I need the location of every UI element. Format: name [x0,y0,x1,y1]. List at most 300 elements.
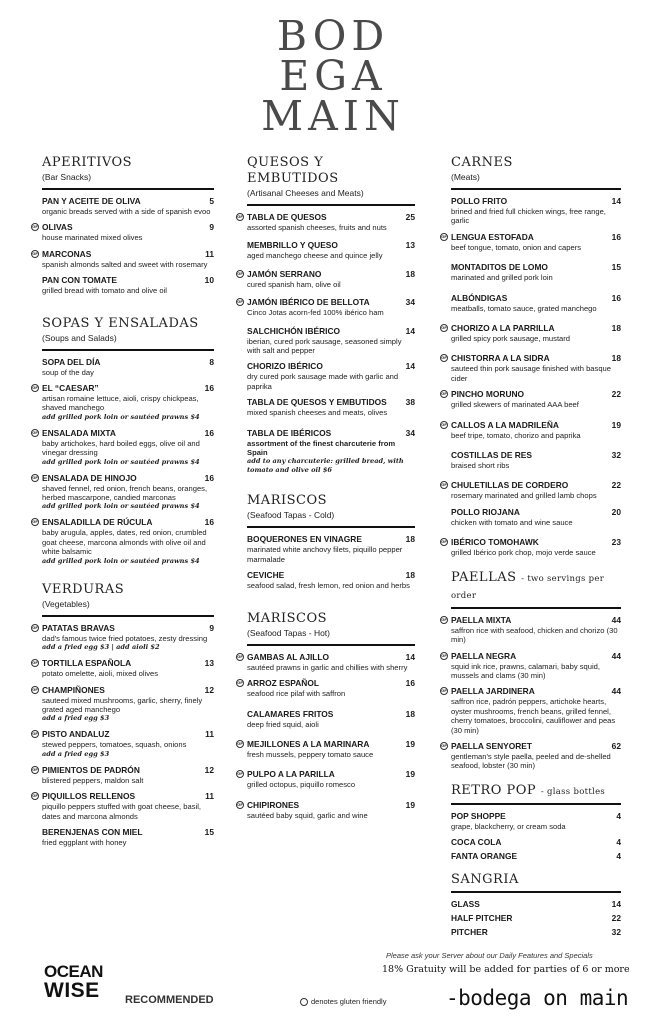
item-price: 4 [616,837,621,848]
item-name: PIMIENTOS DE PADRÓN [42,764,140,775]
menu-item [451,927,621,938]
item-price: 18 [405,570,415,581]
item-description: house marinated mixed olives [42,233,143,243]
item-name: EL “CAESAR” [42,383,99,394]
item-name: BERENJENAS CON MIEL [42,826,143,837]
item-description: spanish almonds salted and sweet with rosemary [42,259,208,269]
menu-item [451,851,621,862]
item-name: PAELLA JARDINERA [451,686,535,697]
ocean-wise-logo [44,963,103,1001]
section-title: QUESOS Y EMBUTIDOS [247,155,339,186]
section-title: SOPAS Y ENSALADAS [42,315,199,331]
gluten-friendly-icon: GF [32,624,38,630]
gluten-friendly-icon: GF [441,233,447,239]
gluten-friendly-icon [300,998,308,1006]
item-name: COSTILLAS DE RES [451,450,532,461]
item-description: saffron rice with seafood, chicken and chorizo (30 min) [451,625,618,645]
gluten-friendly-icon: GF [237,653,243,659]
menu-item [451,837,621,848]
item-name: TABLA DE QUESOS Y EMBUTIDOS [247,397,387,408]
gluten-friendly-icon: GF [32,474,38,480]
item-description: dry cured pork sausage made with garlic and paprika [247,372,399,391]
item-description: grilled bread with tomato and olive oil [42,286,167,296]
item-description: seafood rice pilaf with saffron [247,689,346,699]
menu-item [247,570,415,590]
logo-line-3: MAIN [261,92,405,140]
item-price: 25 [405,212,415,222]
section-title: CARNES [451,155,513,170]
item-price: 16 [611,292,621,303]
item-description: marinated white anchovy filets, piquillo pepper marmalade [247,545,403,564]
item-name: MONTADITOS DE LOMO [451,262,548,273]
item-name: ENSALADILLA DE RÚCULA [42,517,153,528]
item-price: 18 [405,268,415,279]
gluten-friendly-icon: GF [237,299,243,305]
menu-item [42,827,214,847]
item-price: 16 [204,517,214,528]
menu-item [451,507,621,527]
menu-column-right [441,155,621,944]
section-title: SANGRIA [451,872,519,888]
menu-item [32,764,214,785]
item-price: 22 [611,480,621,491]
item-description: cured spanish ham, olive oil [247,279,341,289]
section-subtitle: (Meats) [451,172,480,182]
item-price: 44 [611,650,621,661]
menu-item [237,651,415,672]
menu-item [247,709,415,729]
item-name: TORTILLA ESPAÑOLA [42,658,132,669]
menu-item [247,326,415,356]
gluten-friendly-icon: GF [441,325,447,331]
section-divider [247,204,415,206]
menu-item [451,811,621,831]
gluten-friendly-icon: GF [237,680,243,686]
item-addon: add to any charcuterie: grilled bread, with tomato and olive oil $6 [247,457,404,475]
item-description: beef tongue, tomato, onion and capers [451,242,582,252]
item-description: seafood salad, fresh lemon, red onion and herbs [247,581,410,591]
item-description: rosemary marinated and grilled lamb chops [451,491,597,501]
item-description: shaved fennel, red onion, french beans, oranges, herbed mascarpone, candied marconas [42,483,208,503]
logo-line-1: BOD [276,12,390,60]
item-description: organic breads served with a side of spanish evoo [42,207,211,216]
item-name: CHIPIRONES [247,799,300,810]
menu-item [441,389,621,410]
item-price: 38 [405,397,415,408]
item-name: FANTA ORANGE [451,851,518,862]
section-title-note: - glass bottles [540,786,606,797]
item-price: 11 [205,729,214,740]
gluten-friendly-icon: GF [32,519,38,525]
item-description: grilled skewers of marinated AAA beef [451,400,579,410]
item-price: 16 [611,231,621,242]
item-name: PAN CON TOMATE [42,275,117,286]
menu-column-left [32,155,214,853]
menu-item [237,212,415,232]
gluten-friendly-icon: GF [237,801,243,807]
ocean-wise-recommended: RECOMMENDED [125,994,214,1006]
section-title: APERITIVOS [42,155,133,170]
item-description: meatballs, tomato sauce, grated manchego [451,303,597,313]
section-mariscos-hot [237,610,415,820]
item-description: aged manchego cheese and quince jelly [247,251,383,261]
section-title: VERDURAS [42,581,125,597]
item-name: JAMÓN IBÉRICO DE BELLOTA [247,297,370,308]
menu-item [32,622,214,652]
section-divider [247,644,415,646]
item-price: 20 [611,506,621,517]
item-addon: add a fried egg $3 [42,714,110,723]
gluten-friendly-icon: GF [441,391,447,397]
gluten-friendly-icon: GF [441,539,447,545]
item-name: CHORIZO IBÉRICO [247,361,323,372]
item-price: 13 [405,240,415,251]
section-subtitle: (Seafood Tapas - Hot) [247,627,330,638]
gluten-friendly-icon: GF [237,771,243,777]
menu-item [237,268,415,289]
item-price: 14 [405,361,415,372]
gluten-friendly-legend-text: denotes gluten friendly [311,997,387,1006]
menu-item [441,614,621,645]
item-name: PITCHER [451,927,488,938]
gluten-friendly-icon: GF [441,421,447,427]
menu-item [451,913,621,924]
item-price: 12 [204,764,214,775]
menu-item [237,799,415,820]
menu-item [441,537,621,558]
menu-item [32,427,214,467]
gluten-friendly-icon: GF [32,224,38,230]
section-subtitle: (Seafood Tapas - Cold) [247,510,335,521]
item-price: 8 [209,356,214,367]
item-description: sautéed prawns in garlic and chillies with sherry [247,662,408,672]
item-description: baby arugula, apples, dates, red onion, crumbled goat cheese, marcona almonds with olive oil and white balsamic [42,528,207,557]
section-title: MARISCOS [247,493,328,509]
item-name: SOPA DEL DÍA [42,356,101,367]
gluten-friendly-icon: GF [32,793,38,799]
menu-item [441,686,621,735]
gluten-friendly-icon: GF [32,686,38,692]
item-name: MEJILLONES A LA MARINARA [247,738,370,749]
item-description: squid ink rice, prawns, calamari, baby squid, mussels and clams (30 min) [451,661,600,680]
item-name: ALBÓNDIGAS [451,292,508,303]
item-price: 4 [616,851,621,862]
section-title-text: PAELLAS [451,569,517,585]
menu-item [32,517,214,565]
item-price: 11 [205,248,214,259]
item-description: grape, blackcherry, or cream soda [451,821,566,831]
item-price: 18 [611,353,621,364]
item-price: 34 [405,427,415,438]
item-name: ENSALADA MIXTA [42,427,116,438]
ocean-wise-line-2: WISE [44,979,100,1002]
menu-item [451,899,621,910]
item-price: 10 [204,275,214,286]
item-name: PAELLA NEGRA [451,650,517,661]
item-price: 12 [204,684,214,695]
section-title [451,570,621,604]
item-name: CHAMPIÑONES [42,684,105,695]
item-name: GLASS [451,899,480,910]
menu-item [247,428,415,476]
item-price: 19 [405,738,415,749]
section-subtitle: (Artisanal Cheeses and Meats) [247,188,364,198]
item-description: chicken with tomato and wine sauce [451,517,573,527]
gluten-friendly-icon: GF [441,742,447,748]
menu-item [237,297,415,318]
menu-item [42,275,214,295]
section-quesos [237,155,415,475]
section-title-note: - two servings per order [451,573,605,601]
section-divider [42,349,214,351]
item-description: sauteed mixed mushrooms, garlic, sherry, finely grated aged manchego [42,695,203,714]
menu-item [247,361,415,391]
item-name: PAELLA SENYORET [451,740,532,751]
gluten-friendly-icon: GF [441,688,447,694]
item-description: Cinco Jotas acorn-fed 100% ibérico ham [247,308,384,318]
gluten-friendly-icon: GF [237,270,243,276]
item-price: 19 [405,799,415,810]
item-name: PAN Y ACEITE DE OLIVA [42,196,141,206]
section-divider [451,607,621,609]
item-price: 34 [405,297,415,308]
item-description: grilled Ibérico pork chop, mojo verde sauce [451,548,596,558]
item-description: grilled spicy pork sausage, mustard [451,334,571,344]
item-description: soup of the day [42,367,94,377]
item-name: PAELLA MIXTA [451,614,512,625]
menu-item [237,738,415,759]
item-description: saffron rice, padrón peppers, artichoke hearts, oyster mushrooms, french beans, grilled fennel, cherry tomatoes, broccolini, cauliflower and peas (30 min) [451,697,616,735]
item-name: BOQUERONES EN VINAGRE [247,534,362,545]
item-name: PISTO ANDALUZ [42,729,110,740]
item-description: beef tripe, tomato, chorizo and paprika [451,430,581,440]
gluten-friendly-icon: GF [32,766,38,772]
restaurant-logo [248,12,418,140]
item-description: artisan romaine lettuce, aioli, crispy chickpeas, shaved manchego [42,394,199,413]
item-description: iberian, cured pork sausage, seasoned simply with salt and pepper [247,336,402,356]
item-name: PATATAS BRAVAS [42,622,115,633]
logo-line-2: EGA [279,52,387,100]
section-carnes [441,155,621,558]
menu-item [441,323,621,344]
item-description: fresh mussels, peppery tomato sauce [247,749,374,759]
item-description: mixed spanish cheeses and meats, olives [247,408,388,418]
item-name: COCA COLA [451,837,502,848]
item-name: PINCHO MORUNO [451,389,525,400]
item-description: potato omelette, aioli, mixed olives [42,669,159,679]
menu-item [441,353,621,383]
menu-item [32,222,214,243]
item-name: ENSALADA DE HINOJO [42,472,137,483]
item-description: assortment of the finest charcuterie from Spain [247,438,396,458]
item-description: assorted spanish cheeses, fruits and nuts [247,223,387,232]
item-name: MEMBRILLO Y QUESO [247,240,338,251]
section-retro-pop [451,783,621,862]
menu-item [247,534,415,564]
item-addon: add a fried egg $3 [42,749,110,758]
item-price: 18 [611,323,621,334]
menu-item [32,729,214,758]
menu-item [451,196,621,226]
item-description: gentleman's style paella, peeled and de-shelled seafood, lobster (30 min) [451,751,611,771]
item-name: IBÉRICO TOMOHAWK [451,537,539,548]
gluten-friendly-icon: GF [32,731,38,737]
item-name: PULPO A LA PARILLA [247,769,335,780]
item-price: 19 [405,769,415,780]
gluten-friendly-icon: GF [237,214,243,219]
item-description: sauteed thin pork sausage finished with basque cider [451,364,611,383]
menu-item [42,357,214,377]
item-price: 9 [209,622,214,633]
menu-item [451,450,621,470]
gluten-friendly-icon: GF [441,355,447,361]
gluten-friendly-icon: GF [237,740,243,746]
section-aperitivos [32,155,214,296]
item-price: 13 [204,658,214,669]
menu-item [32,658,214,679]
section-subtitle: (Vegetables) [42,598,90,609]
section-divider [42,188,214,190]
item-price: 15 [204,826,214,837]
item-description: baby artichokes, hard boiled eggs, olive oil and vinegar dressing [42,438,200,458]
item-price: 32 [611,927,621,938]
item-name: CHORIZO A LA PARRILLA [451,323,555,334]
menu-item [451,262,621,282]
menu-item [237,769,415,790]
item-name: ARROZ ESPAÑOL [247,678,319,689]
item-addon: add grilled pork loin or sautéed prawns $4 [42,457,200,466]
bodega-signature: -bodega on main [446,986,629,1010]
item-name: HALF PITCHER [451,913,513,924]
section-divider [451,891,621,893]
item-name: TABLA DE IBÉRICOS [247,427,332,438]
item-name: GAMBAS AL AJILLO [247,651,330,662]
item-name: SALCHICHÓN IBÉRICO [247,325,341,336]
item-price: 14 [405,651,415,662]
item-description: dad's famous twice fried potatoes, zesty dressing [42,633,208,643]
item-description: grilled octopus, piquillo romesco [247,780,356,790]
menu-item [32,684,214,724]
menu-item [42,196,214,216]
menu-item [441,650,621,681]
item-description: piquillo peppers stuffed with goat cheese, basil, dates and marcona almonds [42,802,202,821]
item-price: 18 [405,708,415,719]
menu-item [32,248,214,269]
item-addon: add grilled pork loin or sautéed prawns $4 [42,556,200,565]
item-description: blistered peppers, maldon salt [42,775,144,785]
menu-item [247,240,415,260]
item-name: PIQUILLOS RELLENOS [42,791,136,802]
menu-item [441,231,621,252]
section-sangria [451,872,621,938]
item-name: LENGUA ESTOFADA [451,231,534,242]
menu-item [441,480,621,501]
gluten-friendly-icon: GF [441,652,447,658]
item-name: CHISTORRA A LA SIDRA [451,353,550,364]
item-price: 16 [204,383,214,394]
gratuity-note: 18% Gratuity will be added for parties of 6 or more [382,964,630,975]
menu-item [451,293,621,313]
item-description: brined and fried full chicken wings, free range, garlic [451,207,606,226]
item-price: 11 [205,791,214,802]
item-price: 14 [405,325,415,336]
item-name: POP SHOPPE [451,810,506,821]
menu-item [441,419,621,440]
item-price: 14 [611,196,621,206]
item-name: CEVICHE [247,570,285,581]
gluten-friendly-icon: GF [441,482,447,488]
gluten-friendly-icon: GF [32,429,38,435]
menu-item [32,472,214,512]
gluten-friendly-icon: GF [32,385,38,391]
item-price: 44 [611,686,621,697]
item-description: fried eggplant with honey [42,837,127,847]
section-divider [247,526,415,528]
item-name: POLLO FRITO [451,196,508,206]
item-price: 4 [616,810,621,821]
section-title-text: RETRO POP [451,782,537,798]
gluten-friendly-icon: GF [32,660,38,666]
item-name: TABLA DE QUESOS [247,212,327,222]
gluten-friendly-icon: GF [441,616,447,622]
menu-item [32,383,214,422]
item-price: 16 [405,678,415,689]
item-price: 22 [611,389,621,400]
menu-item [247,397,415,417]
item-price: 18 [405,534,415,545]
daily-features-note: Please ask your Server about our Daily Features and Specials [386,951,593,960]
section-mariscos-cold [247,493,415,590]
section-divider [42,615,214,617]
item-name: MARCONAS [42,248,92,259]
section-subtitle: (Bar Snacks) [42,172,92,182]
item-price: 44 [611,614,621,625]
gluten-friendly-icon: GF [32,250,38,256]
item-price: 15 [611,262,621,273]
menu-item [237,678,415,699]
item-name: POLLO RIOJANA [451,506,520,517]
section-title: MARISCOS [247,610,328,626]
menu-column-center [237,155,415,826]
item-addon: add grilled pork loin or sautéed prawns $4 [42,502,200,511]
item-description: stewed peppers, tomatoes, squash, onions [42,740,187,750]
item-name: OLIVAS [42,222,73,233]
section-divider [451,803,621,805]
gluten-friendly-legend [300,997,386,1006]
item-addon: add grilled pork loin or sautéed prawns $4 [42,412,200,421]
item-name: CALAMARES FRITOS [247,708,334,719]
section-paellas [441,569,621,771]
section-verduras [32,581,214,848]
item-description: braised short ribs [451,461,510,471]
item-price: 5 [209,196,214,206]
item-price: 23 [611,537,621,548]
item-price: 22 [611,913,621,924]
menu-item [32,791,214,821]
item-price: 16 [204,427,214,438]
item-price: 62 [611,740,621,751]
item-description: sautéed baby squid, garlic and wine [247,810,368,820]
item-description: deep fried squid, aioli [247,719,319,729]
item-addon: add a fried egg $3 | add aioli $2 [42,643,160,652]
ocean-wise-line-1: OCEAN [44,962,103,981]
item-name: CALLOS A LA MADRILEÑA [451,419,559,430]
item-price: 19 [611,419,621,430]
item-price: 16 [204,472,214,483]
item-price: 32 [611,450,621,461]
item-description: marinated and grilled pork loin [451,273,553,283]
section-subtitle: (Soups and Salads) [42,332,117,343]
